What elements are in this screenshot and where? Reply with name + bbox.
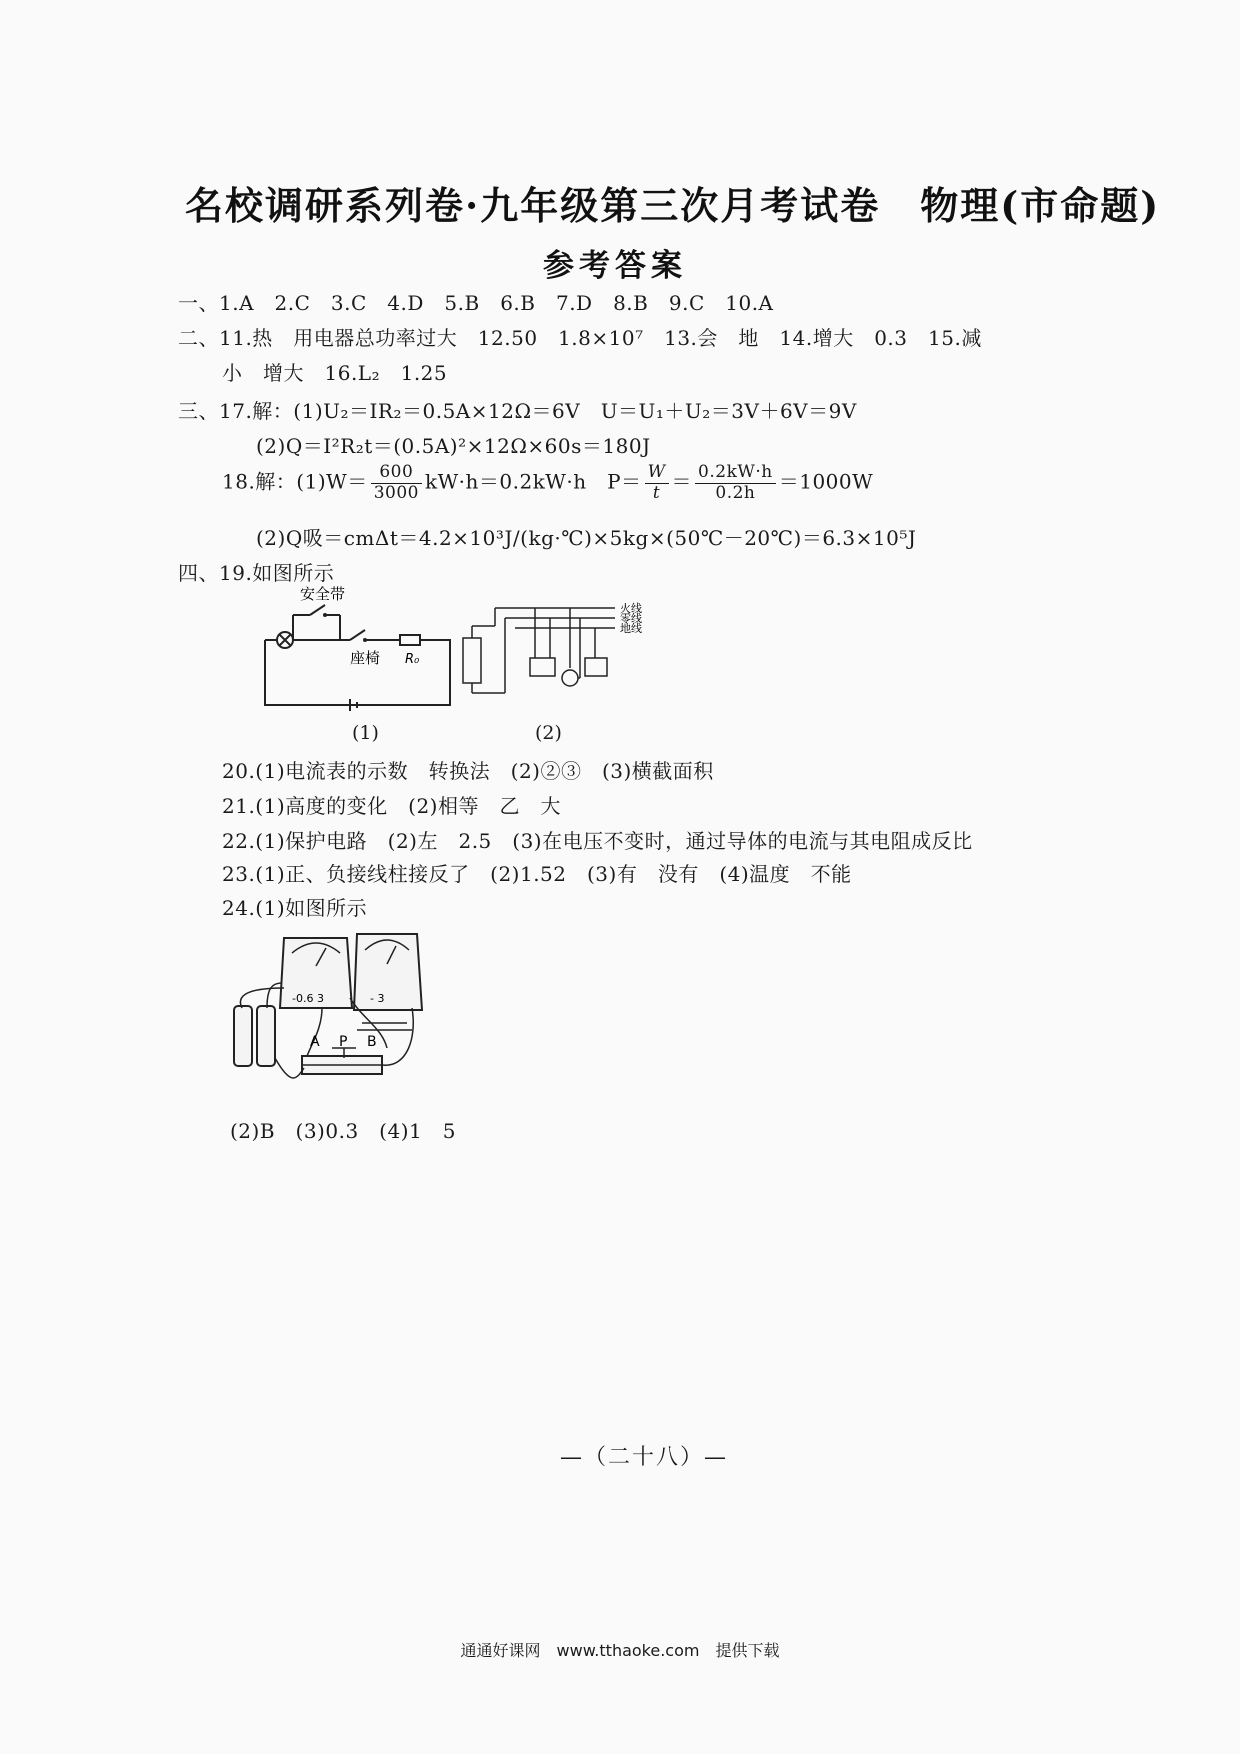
seatbelt-circuit-diagram [255,585,455,715]
ammeter-terminals: -0.6 3 [292,992,324,1005]
page-title: 名校调研系列卷·九年级第三次月考试卷 物理(市命题) [185,183,1161,228]
answer-q17-line2: (2)Q＝I²R₂t＝(0.5A)²×12Ω×60s＝180J [256,434,651,458]
fraction-numerator: 0.2kW·h [695,463,776,484]
label-r0: R₀ [405,652,420,667]
page-subtitle: 参考答案 [543,248,687,284]
source-watermark: 通通好课网 www.tthaoke.com 提供下载 [460,1641,780,1660]
fraction-denominator: 3000 [373,482,419,503]
page-number: —（二十八）— [560,1445,729,1470]
fraction-energy [371,463,422,503]
fraction-numerator: 600 [371,463,422,484]
figure-caption-2: (2) [535,722,562,744]
voltmeter [354,934,422,1010]
label-ground-wire: 地线 [620,622,642,635]
answer-q24: 24.(1)如图所示 [222,896,368,920]
answer-q22: 22.(1)保护电路 (2)左 2.5 (3)在电压不变时，通过导体的电流与其电阻成反比 [222,829,973,853]
answer-q20: 20.(1)电流表的示数 转换法 (2)②③ (3)横截面积 [222,759,714,783]
label-neutral-wire: 零线 [620,612,642,625]
fraction-denominator: t [652,482,661,503]
fraction-power-formula [645,463,669,503]
rheostat-slider-p: P [339,1034,348,1050]
label-seatbelt: 安全带 [300,585,346,603]
figure-caption-1: (1) [352,722,379,744]
household-wiring-diagram [455,598,665,703]
label-live-wire: 火线 [620,602,642,615]
answer-q18-line2: (2)Q吸＝cmΔt＝4.2×10³J/(kg·℃)×5kg×(50℃－20℃)＝6.3×10⁵J [256,526,917,550]
fraction-denominator: 0.2h [715,482,756,503]
battery-1 [234,1006,252,1066]
q18-result: ＝1000W [778,469,874,494]
answer-q23: 23.(1)正、负接线柱接反了 (2)1.52 (3)有 没有 (4)温度 不能 [222,862,852,886]
answer-q19: 四、19.如图所示 [178,561,335,585]
q18-mid: kW·h＝0.2kW·h P＝ [424,469,642,494]
answer-section-1: 一、1.A 2.C 3.C 4.D 5.B 6.B 7.D 8.B 9.C 10.A [178,291,774,315]
answer-q24-rest: (2)B (3)0.3 (4)1 5 [230,1119,456,1143]
answer-q21: 21.(1)高度的变化 (2)相等 乙 大 [222,794,561,818]
answer-section-2-line2: 小 增大 16.L₂ 1.25 [222,361,448,385]
q18-equals: ＝ [671,469,693,494]
answer-section-2-line1: 二、11.热 用电器总功率过大 12.50 1.8×10⁷ 13.会 地 14.增大 0.3 15.减 [178,326,982,350]
voltmeter-terminals: - 3 [370,992,385,1005]
rheostat-terminal-a: A [310,1034,320,1050]
answer-q18-line1 [222,463,873,503]
answer-q17-line1: 三、17.解：(1)U₂＝IR₂＝0.5A×12Ω＝6V U＝U₁＋U₂＝3V＋6V＝9V [178,399,857,423]
fraction-power-value [695,463,776,503]
q18-prefix: 18.解：(1)W＝ [222,469,368,494]
experiment-circuit-drawing [232,928,442,1098]
label-seat: 座椅 [350,649,381,667]
battery-2 [257,1006,275,1066]
rheostat-terminal-b: B [367,1034,377,1050]
fraction-numerator: W [645,463,669,484]
